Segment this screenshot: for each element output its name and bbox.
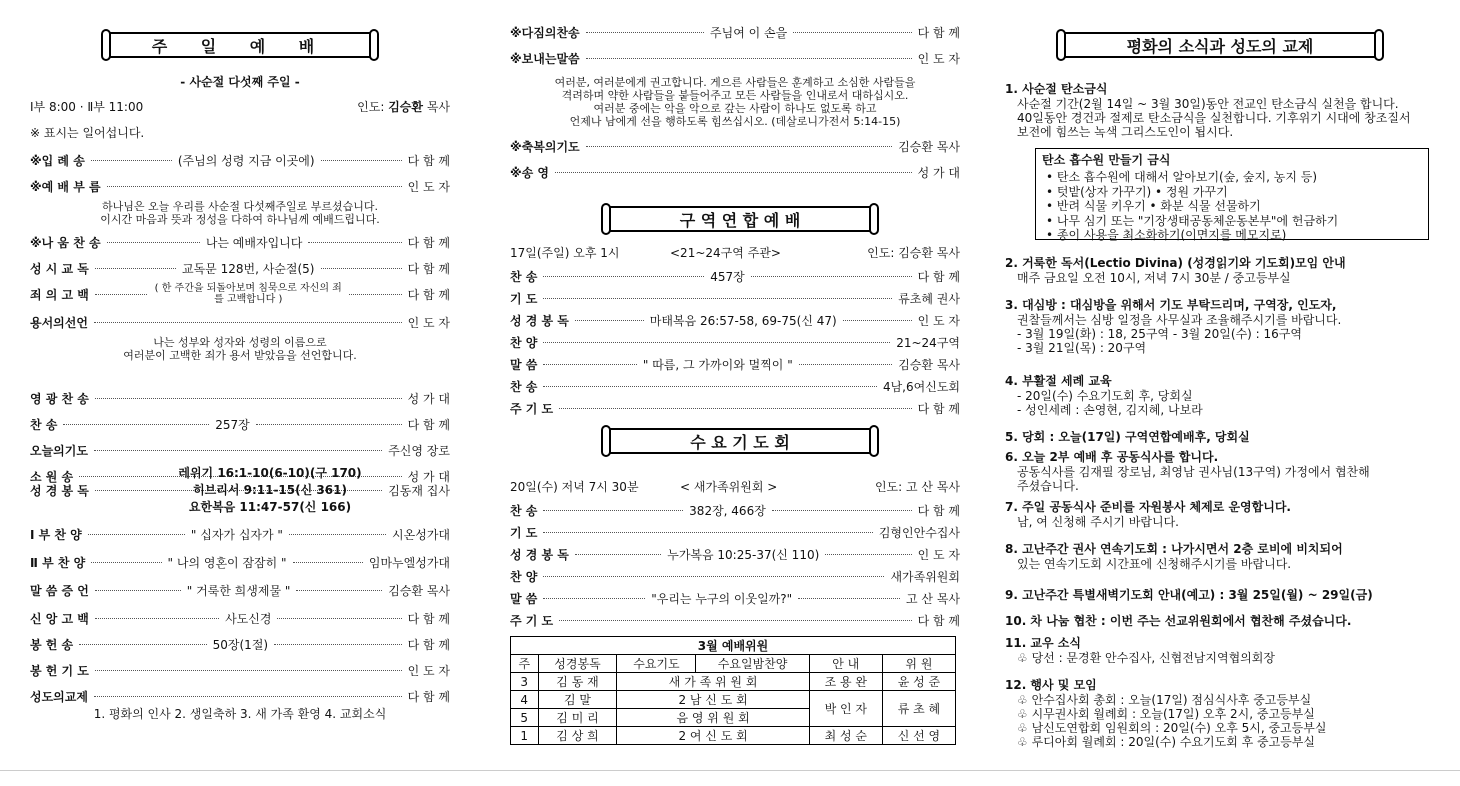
- order-responsible: 새가족위원회: [890, 569, 960, 584]
- order-detail: 주님여 이 손을: [710, 25, 788, 40]
- order-row: [510, 162, 960, 182]
- order-row: [30, 258, 450, 278]
- table-cell: 박 인 자: [809, 691, 882, 727]
- news-heading: 6. 오늘 2부 예배 후 공동식사를 합니다.: [1005, 450, 1219, 464]
- news-body-line: - 3월 21일(목) : 20구역: [1017, 341, 1147, 355]
- news-item: [1005, 612, 1351, 629]
- leader-dots: [256, 424, 402, 425]
- leader-dots: [543, 532, 872, 533]
- order-label: ※송 영: [510, 165, 550, 180]
- call-line: 이시간 마음과 뜻과 정성을 다하여 하나님께 예배드립니다.: [100, 213, 380, 226]
- order-responsible: 다 함 께: [407, 611, 450, 626]
- order-responsible: 김승환 목사: [898, 357, 961, 372]
- leader-dots: [107, 242, 200, 243]
- sending-line: 여러분 중에는 악을 악으로 갚는 사람이 하나도 없도록 하고: [593, 102, 877, 115]
- news-item: [1005, 498, 1291, 529]
- order-responsible: 시온성가대: [392, 527, 451, 542]
- leader-dots: [79, 644, 207, 645]
- call-line: 하나님은 오늘 우리를 사순절 다섯째주일로 부르셨습니다.: [101, 200, 378, 213]
- table-cell: 김 동 재: [538, 673, 617, 691]
- order-responsible: 김승환 목사: [898, 139, 960, 154]
- order-row: [30, 414, 450, 434]
- order-row: [30, 634, 450, 654]
- table-row: [511, 691, 956, 709]
- table-cell: 윤 성 준: [882, 673, 955, 691]
- news-body-line: 공동식사를 김재필 장로님, 최영남 권사님(13구역) 가정에서 협찬해: [1017, 465, 1370, 479]
- news-item: [1005, 586, 1373, 603]
- table-header: 위 원: [882, 655, 955, 673]
- order-label: 말 씀 증 언: [30, 583, 89, 598]
- table-cell: 3: [511, 673, 539, 691]
- leader-dots: [349, 294, 401, 295]
- order-row: [30, 440, 450, 460]
- box-line: • 나무 심기 또는 "기장생태공동체운동본부"에 헌금하기: [1046, 213, 1339, 228]
- standing-note: ※ 표시는 일어섭니다.: [30, 126, 145, 140]
- order-label: 봉 헌 송: [30, 637, 74, 652]
- box-line: • 탄소 흡수원에 대해서 알아보기(숲, 숲지, 농지 등): [1046, 170, 1318, 184]
- order-responsible: 다 함 께: [917, 401, 960, 416]
- order-label: 성도의교제: [30, 689, 88, 704]
- order-responsible: 다 함 께: [917, 503, 960, 518]
- leader-dots: [793, 32, 911, 33]
- order-responsible: 21~24구역: [896, 335, 960, 350]
- order-responsible: 다 함 께: [917, 613, 960, 628]
- leader-name: 김승환: [388, 100, 423, 114]
- box-line: • 반려 식물 키우기 • 화분 식물 선물하기: [1046, 199, 1261, 213]
- order-row: [510, 500, 960, 520]
- leader-dots: [751, 276, 912, 277]
- pardon-text: [30, 336, 450, 362]
- order-row: [30, 284, 450, 304]
- order-label: 주 기 도: [510, 613, 554, 628]
- order-responsible: 다 함 께: [407, 235, 451, 250]
- order-responsible: 다 함 께: [407, 637, 450, 652]
- table-row: [511, 673, 956, 691]
- order-row: [510, 332, 960, 352]
- order-label: 찬 송: [30, 417, 58, 432]
- table-cell: 김 말: [538, 691, 617, 709]
- order-row: [30, 176, 450, 196]
- order-responsible: 김동재 집사: [388, 483, 450, 498]
- sunday-title-banner: [105, 32, 375, 58]
- sunday-leader: [357, 98, 450, 115]
- table-cell: 류 초 혜: [882, 691, 955, 727]
- leader-dots: [575, 320, 644, 321]
- leader-dots: [95, 618, 219, 619]
- news-heading: 10. 차 나눔 협찬 : 이번 주는 선교위원회에서 협찬해 주셨습니다.: [1005, 614, 1352, 628]
- leader-dots: [772, 510, 912, 511]
- pardon-line: 여러분이 고백한 죄가 용서 받았음을 선언합니다.: [123, 349, 357, 362]
- news-heading: 7. 주일 공동식사 준비를 자원봉사 체제로 운영합니다.: [1005, 500, 1291, 514]
- order-responsible: 다 함 께: [407, 153, 451, 168]
- wednesday-leader: 인도: 고 산 목사: [874, 480, 960, 494]
- committee-table: [510, 636, 956, 745]
- order-label: 기 도: [510, 525, 538, 540]
- news-heading: 9. 고난주간 특별새벽기도회 안내(예고) : 3월 25일(월) ~ 29일(금): [1005, 588, 1373, 602]
- order-label: 소 원 송: [30, 469, 74, 484]
- news-body-line: ♧ 당선 : 문경환 안수집사, 신협전남지역협의회장: [1017, 651, 1275, 665]
- news-body-line: - 20일(수) 수요기도회 후, 당회실: [1017, 389, 1193, 403]
- leader-dots: [825, 554, 911, 555]
- sunday-subtitle: - 사순절 다섯째 주일 -: [180, 75, 300, 89]
- order-detail: 457장: [710, 269, 745, 284]
- leader-dots: [88, 534, 185, 535]
- leader-dots: [95, 398, 402, 399]
- order-row: [30, 552, 450, 572]
- order-row: [510, 354, 960, 374]
- order-label: ※축복의기도: [510, 139, 580, 154]
- news-body-line: ♧ 루디아회 월례회 : 20일(수) 수요기도회 후 중고등부실: [1017, 735, 1315, 749]
- order-responsible: 4남,6여신도회: [882, 379, 960, 394]
- order-row: [510, 48, 960, 68]
- order-detail: ( 한 주간을 되돌아보며 침묵으로 자신의 죄를 고백합니다 ): [154, 283, 342, 305]
- news-item: [1005, 676, 1326, 749]
- leader-dots: [94, 696, 402, 697]
- order-responsible: 임마누엘성가대: [368, 555, 451, 570]
- order-label: 오늘의기도: [30, 443, 88, 458]
- table-cell: 4: [511, 691, 539, 709]
- order-responsible: 인 도 자: [917, 547, 961, 562]
- leader-dots: [63, 424, 209, 425]
- order-row: [30, 388, 450, 408]
- order-responsible: 다 함 께: [407, 287, 450, 302]
- table-row: [511, 727, 956, 745]
- leader-dots: [91, 562, 161, 563]
- news-body-line: 남, 여 신청해 주시기 바랍니다.: [1017, 515, 1179, 529]
- order-label: ※나 움 찬 송: [30, 235, 101, 250]
- news-heading: 1. 사순절 탄소금식: [1005, 82, 1108, 96]
- service-times: Ⅰ부 8:00 · Ⅱ부 11:00: [30, 100, 144, 114]
- order-label: 죄 의 고 백: [30, 287, 89, 302]
- leader-label: 인도:: [357, 100, 385, 114]
- table-header: 안 내: [809, 655, 882, 673]
- order-responsible: 다 함 께: [407, 261, 450, 276]
- bottom-divider: [0, 770, 1460, 771]
- news-body-line: 보전에 힘쓰는 녹색 그리스도인이 됩시다.: [1017, 125, 1234, 139]
- wednesday-title: 수 요 기 도 회: [690, 432, 790, 452]
- leader-dots: [95, 670, 402, 671]
- district-date: 17일(주일) 오후 1시: [510, 246, 620, 260]
- table-header: 수요일밤찬양: [696, 655, 809, 673]
- order-row: [510, 566, 960, 586]
- order-detail: 교독문 128번, 사순절(5): [182, 261, 315, 276]
- order-responsible: 다 함 께: [407, 689, 450, 704]
- order-label: 말 씀: [510, 357, 538, 372]
- order-row: [30, 312, 450, 332]
- news-body-line: 사순절 기간(2월 14일 ~ 3월 30일)동안 전교인 탄소금식 실천을 합니다.: [1017, 97, 1399, 111]
- news-item: [1005, 372, 1203, 417]
- table-cell: 1: [511, 727, 539, 745]
- district-title: 구 역 연 합 예 배: [679, 210, 801, 230]
- table-header: 주: [511, 655, 539, 673]
- district-host: <21~24구역 주관>: [670, 246, 781, 260]
- order-label: 성 경 봉 독: [510, 547, 569, 562]
- leader-dots: [799, 364, 893, 365]
- order-detail: 마태복음 26:57-58, 69-75(신 47): [649, 313, 837, 328]
- pardon-line: 나는 성부와 성자와 성령의 이름으로: [153, 336, 327, 349]
- order-row: [30, 150, 450, 170]
- order-label: 성 경 봉 독: [510, 313, 569, 328]
- order-responsible: 고 산 목사: [906, 591, 960, 606]
- news-body-line: ♧ 안수집사회 총회 : 오늘(17일) 점심식사후 중고등부실: [1017, 693, 1312, 707]
- leader-title: 목사: [426, 100, 450, 114]
- table-cell: 김 미 리: [538, 709, 617, 727]
- order-label: 말 씀: [510, 591, 538, 606]
- news-body-line: - 성인세례 : 손영현, 김지혜, 나보라: [1017, 403, 1203, 417]
- order-label: 성 경 봉 독: [30, 483, 89, 498]
- sending-line: 언제나 남에게 선을 행하도록 힘쓰십시오. (데살로니가전서 5:14-15): [569, 115, 901, 128]
- order-responsible: 인 도 자: [407, 315, 450, 330]
- leader-dots: [289, 534, 386, 535]
- leader-dots: [543, 298, 892, 299]
- leader-dots: [586, 32, 704, 33]
- leader-dots: [296, 590, 382, 591]
- order-label: 성 시 교 독: [30, 261, 89, 276]
- order-row: [30, 232, 450, 252]
- table-header: 수요기도: [617, 655, 696, 673]
- order-label: 신 앙 고 백: [30, 611, 89, 626]
- leader-dots: [843, 320, 912, 321]
- order-label: ※예 배 부 름: [30, 179, 101, 194]
- order-label: 봉 헌 기 도: [30, 663, 89, 678]
- committee-title: 3월 예배위원: [511, 637, 956, 655]
- order-row: [30, 524, 450, 544]
- news-body-line: 40일동안 경건과 절제로 탄소금식을 실천합니다. 기후위기 시대에 창조질서: [1017, 111, 1411, 125]
- order-label: 주 기 도: [510, 401, 554, 416]
- order-row: [30, 660, 450, 680]
- leader-dots: [555, 172, 912, 173]
- leader-dots: [274, 644, 402, 645]
- order-responsible: 다 함 께: [917, 269, 960, 284]
- order-responsible: 주신영 장로: [388, 443, 450, 458]
- order-row: [510, 522, 960, 542]
- call-to-worship-text: [30, 200, 450, 226]
- leader-dots: [277, 618, 401, 619]
- order-label: 찬 송: [510, 269, 538, 284]
- box-line: • 텃밭(상자 가꾸기) • 정원 가꾸기: [1046, 184, 1228, 199]
- order-detail: 사도신경: [225, 611, 272, 626]
- order-responsible: 류초혜 권사: [898, 291, 960, 306]
- news-item: [1005, 634, 1275, 665]
- news-body-line: ♧ 남신도연합회 임원회의 : 20일(수) 오후 5시, 중고등부실: [1017, 721, 1327, 735]
- news-title: 평화의 소식과 성도의 교제: [1126, 36, 1314, 56]
- order-label: Ⅰ 부 찬 양: [30, 527, 82, 542]
- order-row: [510, 22, 960, 42]
- news-body-line: 주셨습니다.: [1017, 479, 1079, 493]
- order-detail: 382장, 466장: [689, 503, 766, 518]
- order-row: [510, 398, 960, 418]
- sunday-title: 주 일 예 배: [151, 36, 329, 56]
- news-body-line: - 3월 19일(화) : 18, 25구역 - 3월 20일(수) : 16구역: [1017, 327, 1302, 341]
- order-label: 찬 송: [510, 503, 538, 518]
- order-responsible: 성 가 대: [407, 469, 450, 484]
- district-leader: 인도: 김승환 목사: [867, 246, 960, 260]
- order-responsible: 인 도 자: [407, 179, 450, 194]
- news-body-line: 권찰들께서는 심방 일정을 사무실과 조율해주시기를 바랍니다.: [1017, 313, 1342, 327]
- order-detail: 50장(1절): [212, 637, 269, 652]
- news-heading: 8. 고난주간 권사 연속기도회 : 나가시면서 2층 로비에 비치되어: [1005, 542, 1343, 556]
- sending-line: 여러분, 여러분에게 권고합니다. 게으른 사람들은 훈계하고 소심한 사람들을: [554, 76, 916, 89]
- leader-dots: [107, 186, 402, 187]
- leader-dots: [559, 620, 911, 621]
- leader-dots: [543, 276, 704, 277]
- carbon-fast-box: [1035, 148, 1429, 240]
- news-body-line: ♧ 시무권사회 월례회 : 오늘(17일) 오후 2시, 중고등부실: [1017, 707, 1315, 721]
- table-header: 성경봉독: [538, 655, 617, 673]
- scripture-line: 레위기 16:1-10(6-10)(구 170): [178, 466, 362, 480]
- leader-dots: [586, 146, 893, 147]
- order-detail: 257장: [215, 417, 250, 432]
- news-item: [1005, 254, 1346, 285]
- leader-dots: [543, 342, 890, 343]
- leader-dots: [321, 160, 402, 161]
- order-detail: " 십자가 십자가 ": [190, 527, 283, 542]
- sending-line: 격려하며 약한 사람들을 붙들어주고 모든 사람들을 인내로서 대하십시오.: [561, 89, 909, 102]
- table-cell: 5: [511, 709, 539, 727]
- order-label: ※보내는말씀: [510, 51, 580, 66]
- wednesday-host: < 새가족위원회 >: [680, 480, 778, 494]
- table-cell: 2 남 신 도 회: [617, 691, 809, 709]
- order-label: 기 도: [510, 291, 538, 306]
- news-heading: 4. 부활절 세례 교육: [1005, 374, 1112, 388]
- order-label: ※입 례 송: [30, 153, 85, 168]
- order-row: [510, 610, 960, 630]
- news-item: [1005, 296, 1341, 355]
- news-item: [1005, 540, 1343, 571]
- leader-dots: [543, 510, 683, 511]
- order-detail: (주님의 성령 지금 이곳에): [177, 153, 315, 168]
- leader-dots: [543, 598, 645, 599]
- order-row: [510, 288, 960, 308]
- news-title-banner: [1060, 32, 1380, 58]
- order-detail: 누가복음 10:25-37(신 110): [667, 547, 820, 562]
- order-label: 찬 송: [510, 379, 538, 394]
- leader-dots: [293, 562, 363, 563]
- news-heading: 5. 당회 : 오늘(17일) 구역연합예배후, 당회실: [1005, 430, 1250, 444]
- news-item: [1005, 80, 1411, 139]
- leader-dots: [308, 242, 401, 243]
- news-heading: 3. 대심방 : 대심방을 위해서 기도 부탁드리며, 구역장, 인도자,: [1005, 298, 1337, 312]
- wednesday-date: 20일(수) 저녁 7시 30분: [510, 480, 639, 494]
- leader-dots: [559, 408, 911, 409]
- news-heading: 2. 거룩한 독서(Lectio Divina) (성경읽기와 기도회)모임 안내: [1005, 256, 1346, 270]
- order-row: [30, 686, 450, 706]
- table-cell: 김 상 희: [538, 727, 617, 745]
- order-label: 찬 양: [510, 335, 538, 350]
- order-label: 용서의선언: [30, 315, 88, 330]
- order-responsible: 김승환 목사: [388, 583, 451, 598]
- order-detail: " 거룩한 희생제물 ": [186, 583, 291, 598]
- order-detail: " 나의 영혼이 잠잠히 ": [167, 555, 287, 570]
- leader-dots: [575, 554, 661, 555]
- leader-dots: [543, 576, 884, 577]
- box-line: • 종이 사용을 최소화하기(이면지를 메모지로): [1046, 228, 1287, 242]
- order-label: Ⅱ 부 찬 양: [30, 555, 86, 570]
- leader-dots: [94, 322, 402, 323]
- order-row: [510, 310, 960, 330]
- table-cell: 신 선 영: [882, 727, 955, 745]
- news-item: [1005, 448, 1370, 493]
- order-label: ※다짐의찬송: [510, 25, 580, 40]
- order-responsible: 성 가 대: [917, 165, 960, 180]
- news-column: [1005, 0, 1445, 786]
- order-responsible: 다 함 께: [407, 417, 450, 432]
- leader-dots: [321, 268, 402, 269]
- leader-dots: [543, 364, 637, 365]
- order-row: [510, 266, 960, 286]
- table-cell: 새 가 족 위 원 회: [617, 673, 809, 691]
- order-label: 찬 양: [510, 569, 538, 584]
- table-cell: 음 영 위 원 회: [617, 709, 809, 727]
- fellowship-list: 1. 평화의 인사 2. 생일축하 3. 새 가족 환영 4. 교회소식: [93, 707, 387, 721]
- table-cell: 2 여 신 도 회: [617, 727, 809, 745]
- middle-column: [510, 0, 960, 786]
- order-detail: "우리는 누구의 이웃일까?": [651, 591, 793, 606]
- box-title: 탄소 흡수원 만들기 금식: [1042, 153, 1171, 167]
- leader-dots: [95, 268, 176, 269]
- order-responsible: 성 가 대: [407, 391, 450, 406]
- news-heading: 12. 행사 및 모임: [1005, 678, 1097, 692]
- order-responsible: 인 도 자: [407, 663, 450, 678]
- order-row: [30, 580, 450, 600]
- district-title-banner: [605, 206, 875, 232]
- table-cell: 최 성 순: [809, 727, 882, 745]
- sunday-worship-column: [30, 0, 450, 786]
- news-heading: 11. 교우 소식: [1005, 636, 1081, 650]
- table-cell: 조 용 완: [809, 673, 882, 691]
- order-row: [510, 376, 960, 396]
- scripture-readings: [170, 465, 370, 516]
- news-body-line: 있는 연속기도회 시간표에 신청해주시기를 바랍니다.: [1017, 557, 1292, 571]
- leader-dots: [95, 294, 147, 295]
- order-detail: 나는 예배자입니다: [205, 235, 303, 250]
- order-row: [510, 544, 960, 564]
- order-detail: " 따름, 그 가까이와 멀찍이 ": [642, 357, 793, 372]
- order-responsible: 인 도 자: [917, 313, 960, 328]
- order-responsible: 김형인안수집사: [878, 525, 960, 540]
- scripture-line: 요한복음 11:47-57(신 166): [188, 500, 352, 514]
- order-row: [510, 136, 960, 156]
- order-row: [30, 608, 450, 628]
- leader-dots: [543, 386, 877, 387]
- leader-dots: [91, 160, 172, 161]
- leader-dots: [798, 598, 900, 599]
- news-item: [1005, 428, 1250, 445]
- order-label: 영 광 찬 송: [30, 391, 89, 406]
- leader-dots: [95, 590, 181, 591]
- leader-dots: [586, 58, 912, 59]
- news-body-line: 매주 금요일 오전 10시, 저녁 7시 30분 / 중고등부실: [1017, 271, 1291, 285]
- order-responsible: 인 도 자: [917, 51, 960, 66]
- leader-dots: [94, 450, 382, 451]
- scripture-line: 히브리서 9:11-15(신 361): [193, 483, 347, 497]
- order-row: [510, 588, 960, 608]
- order-responsible: 다 함 께: [917, 25, 961, 40]
- sending-text: [510, 76, 960, 128]
- wednesday-title-banner: [605, 428, 875, 454]
